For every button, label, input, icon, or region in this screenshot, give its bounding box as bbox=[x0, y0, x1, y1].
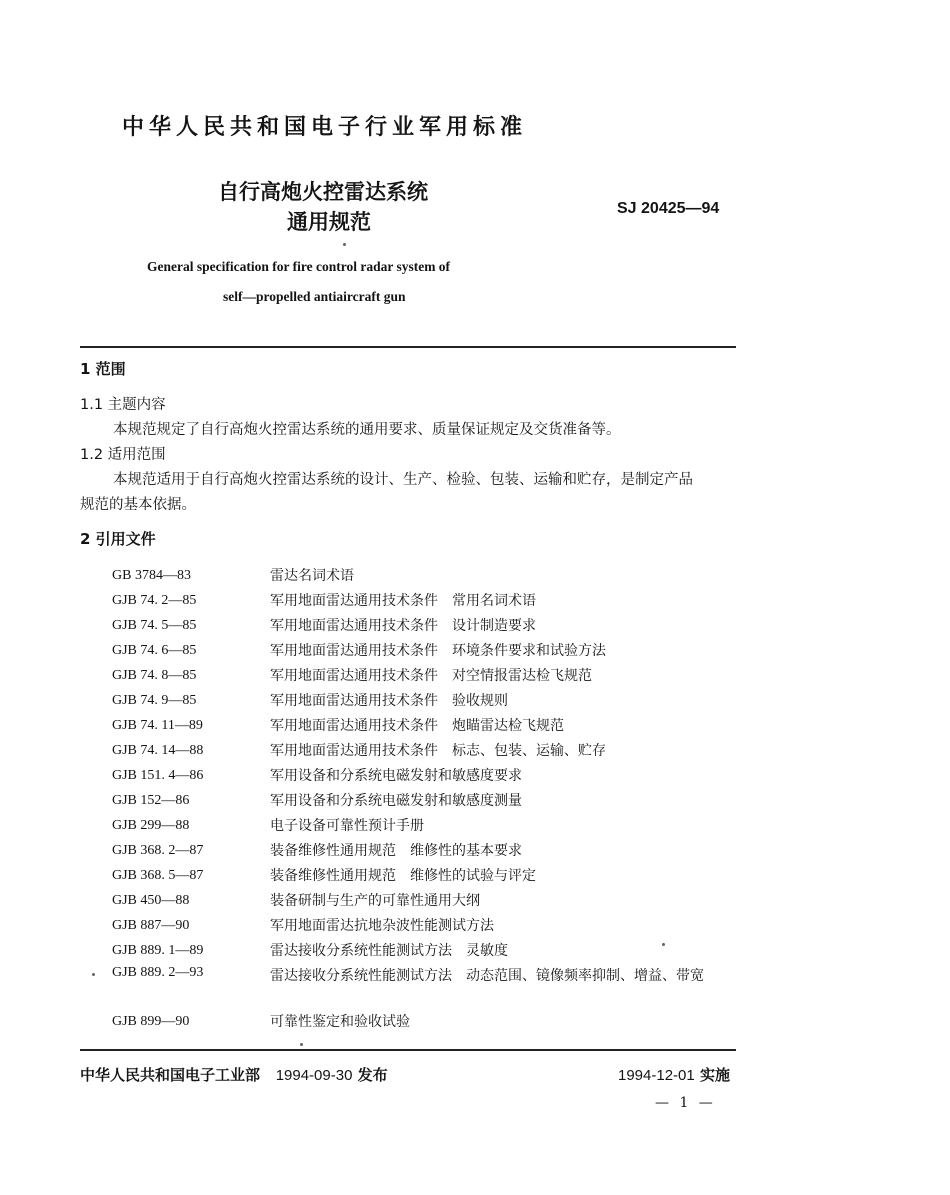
reference-title: 雷达接收分系统性能测试方法 灵敏度 bbox=[270, 942, 508, 959]
reference-title: 军用设备和分系统电磁发射和敏感度要求 bbox=[270, 767, 522, 784]
reference-title: 军用地面雷达通用技术条件 炮瞄雷达检飞规范 bbox=[270, 717, 564, 734]
reference-title: 军用地面雷达通用技术条件 标志、包装、运输、贮存 bbox=[270, 742, 606, 759]
reference-row bbox=[112, 938, 752, 963]
header-divider bbox=[80, 346, 736, 348]
reference-row bbox=[112, 738, 752, 763]
reference-code: GJB 74. 6—85 bbox=[112, 642, 197, 658]
reference-title: 雷达名词术语 bbox=[270, 567, 354, 584]
scan-speck bbox=[343, 243, 346, 246]
scan-speck bbox=[300, 1043, 303, 1046]
reference-row bbox=[112, 838, 752, 863]
reference-title: 可靠性鉴定和验收试验 bbox=[270, 1013, 410, 1030]
document-title-cn-line1: 自行高炮火控雷达系统 bbox=[218, 180, 428, 204]
reference-title: 装备维修性通用规范 维修性的试验与评定 bbox=[270, 867, 536, 884]
reference-title: 电子设备可靠性预计手册 bbox=[270, 817, 424, 834]
reference-row bbox=[112, 863, 752, 888]
reference-code: GJB 74. 9—85 bbox=[112, 692, 197, 708]
reference-row bbox=[112, 588, 752, 613]
reference-code: GJB 74. 8—85 bbox=[112, 667, 197, 683]
section-1-1-heading: 1.1 主题内容 bbox=[80, 397, 166, 413]
reference-code: GJB 368. 2—87 bbox=[112, 842, 204, 858]
document-title-en-line2: self—propelled antiaircraft gun bbox=[223, 289, 406, 304]
reference-code: GJB 889. 2—93 bbox=[112, 965, 204, 980]
scan-speck bbox=[662, 943, 665, 946]
reference-code: GJB 889. 1—89 bbox=[112, 942, 204, 958]
reference-row bbox=[112, 888, 752, 913]
page-number: — 1 — bbox=[655, 1095, 716, 1111]
reference-title: 装备维修性通用规范 维修性的基本要求 bbox=[270, 842, 522, 859]
section-1-2-text-line2: 规范的基本依据。 bbox=[80, 497, 196, 513]
reference-code: GJB 450—88 bbox=[112, 892, 190, 908]
reference-code: GJB 74. 2—85 bbox=[112, 592, 197, 608]
reference-row bbox=[112, 613, 752, 638]
reference-code: GJB 887—90 bbox=[112, 917, 190, 933]
document-title-en-line1: General specification for fire control radar system of bbox=[147, 259, 451, 274]
reference-list bbox=[112, 563, 752, 1034]
reference-row bbox=[112, 913, 752, 938]
reference-title: 军用设备和分系统电磁发射和敏感度测量 bbox=[270, 792, 522, 809]
section-2-heading: 2 引用文件 bbox=[80, 530, 156, 548]
reference-code: GJB 152—86 bbox=[112, 792, 190, 808]
reference-row bbox=[112, 813, 752, 838]
reference-row bbox=[112, 1009, 752, 1034]
issue-date: 1994-09-30 bbox=[275, 1067, 353, 1084]
reference-code: GJB 74. 11—89 bbox=[112, 717, 203, 733]
scan-speck bbox=[92, 973, 95, 976]
reference-row bbox=[112, 638, 752, 663]
reference-title: 军用地面雷达通用技术条件 常用名词术语 bbox=[270, 592, 536, 609]
document-title-cn-line2: 通用规范 bbox=[287, 210, 371, 234]
reference-row bbox=[112, 713, 752, 738]
reference-code: GJB 368. 5—87 bbox=[112, 867, 204, 883]
reference-row bbox=[112, 963, 752, 1009]
reference-title: 雷达接收分系统性能测试方法 动态范围、镜像频率抑制、增益、带宽 bbox=[270, 968, 704, 984]
issuer: 中华人民共和国电子工业部 bbox=[80, 1066, 261, 1084]
reference-row bbox=[112, 763, 752, 788]
reference-code: GJB 74. 14—88 bbox=[112, 742, 204, 758]
footer-divider bbox=[80, 1049, 736, 1051]
effective-date: 1994-12-01 bbox=[618, 1067, 695, 1084]
standard-code: SJ 20425—94 bbox=[617, 200, 720, 217]
section-1-2-heading: 1.2 适用范围 bbox=[80, 447, 166, 463]
reference-title: 军用地面雷达通用技术条件 对空情报雷达检飞规范 bbox=[270, 667, 592, 684]
section-1-2-text-line1: 本规范适用于自行高炮火控雷达系统的设计、生产、检验、包装、运输和贮存，是制定产品 bbox=[113, 472, 693, 488]
issue-info bbox=[80, 1064, 388, 1085]
reference-code: GB 3784—83 bbox=[112, 567, 191, 583]
issue-label: 发布 bbox=[357, 1066, 388, 1084]
reference-code: GJB 74. 5—85 bbox=[112, 617, 197, 633]
effective-label: 实施 bbox=[699, 1066, 730, 1084]
reference-title: 军用地面雷达通用技术条件 环境条件要求和试验方法 bbox=[270, 642, 606, 659]
reference-title: 军用地面雷达通用技术条件 验收规则 bbox=[270, 692, 508, 709]
effective-info bbox=[618, 1064, 730, 1085]
section-1-heading: 1 范围 bbox=[80, 360, 126, 378]
section-1-1-text: 本规范规定了自行高炮火控雷达系统的通用要求、质量保证规定及交货准备等。 bbox=[113, 422, 621, 438]
reference-title: 军用地面雷达通用技术条件 设计制造要求 bbox=[270, 617, 536, 634]
reference-row bbox=[112, 563, 752, 588]
standard-category-title: 中华人民共和国电子行业军用标准 bbox=[122, 115, 528, 140]
reference-code: GJB 299—88 bbox=[112, 817, 190, 833]
reference-row bbox=[112, 663, 752, 688]
reference-title: 装备研制与生产的可靠性通用大纲 bbox=[270, 892, 480, 909]
reference-code: GJB 899—90 bbox=[112, 1013, 190, 1029]
reference-title: 军用地面雷达抗地杂波性能测试方法 bbox=[270, 917, 494, 934]
reference-row bbox=[112, 788, 752, 813]
reference-code: GJB 151. 4—86 bbox=[112, 767, 204, 783]
reference-row bbox=[112, 688, 752, 713]
